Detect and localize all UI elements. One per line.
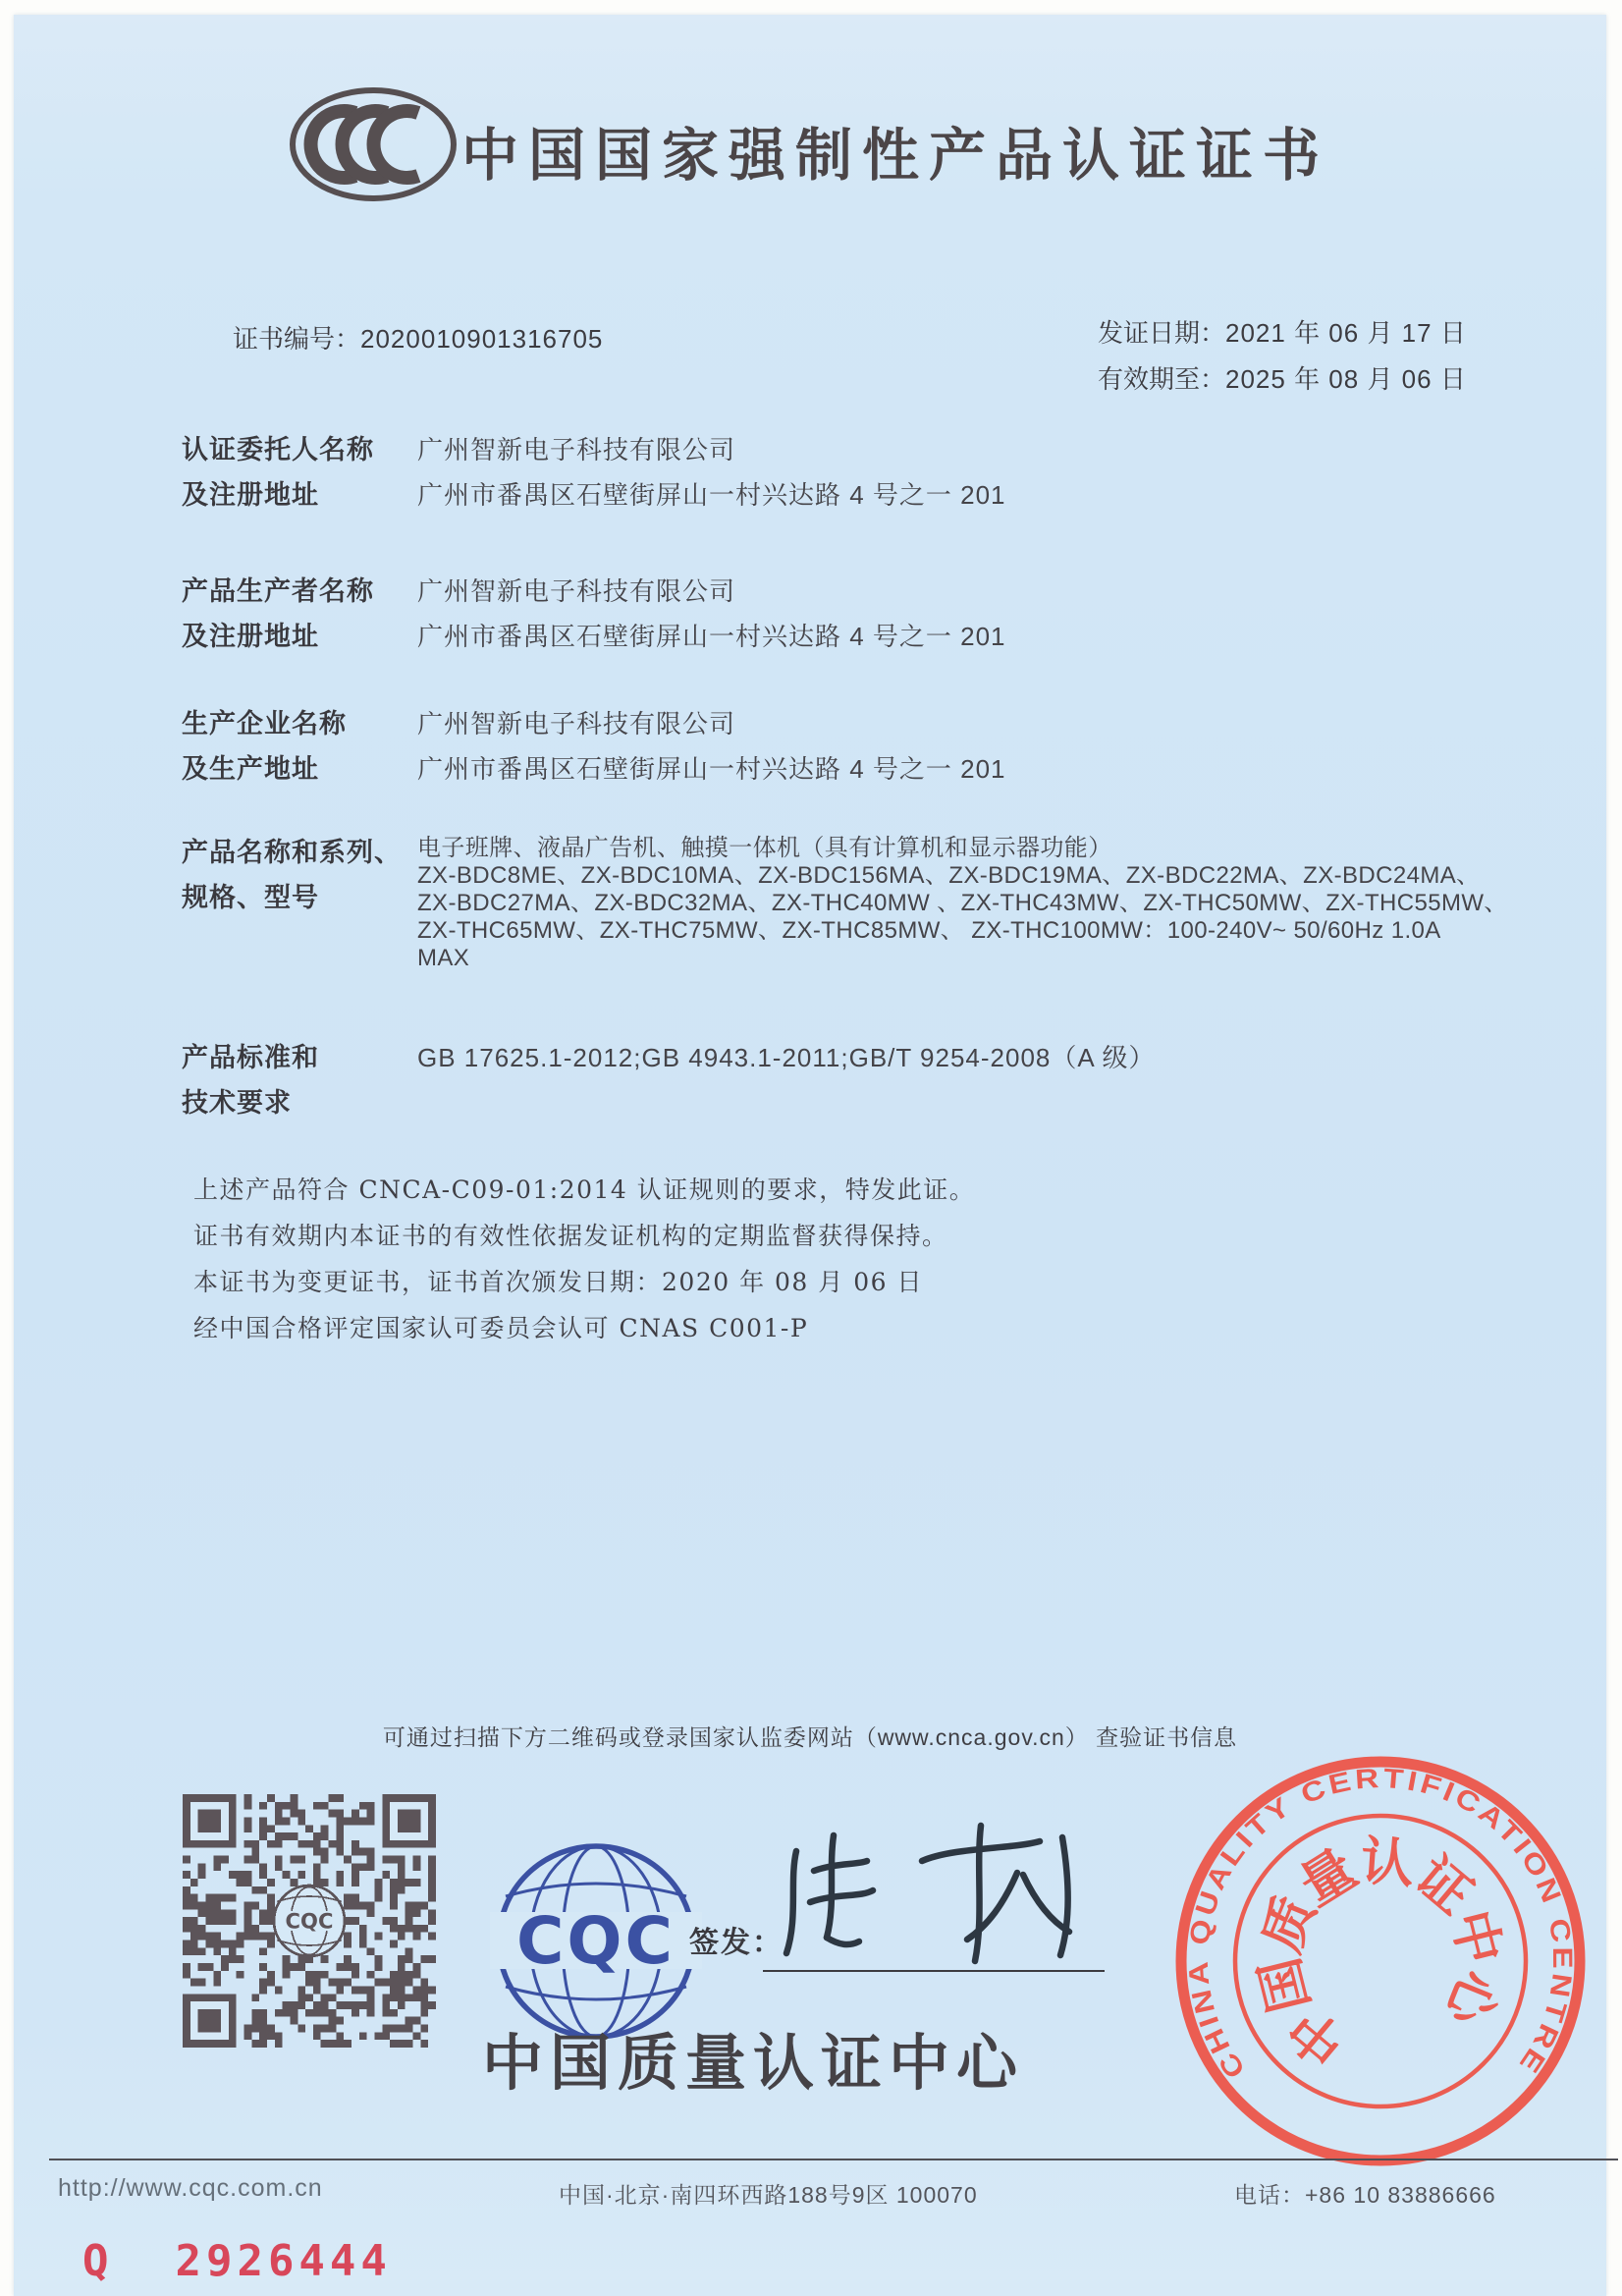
statement-line: 本证书为变更证书，证书首次颁发日期：2020 年 08 月 06 日 bbox=[193, 1268, 923, 1296]
official-stamp-icon bbox=[1174, 1755, 1587, 2167]
statement-line: 经中国合格评定国家认可委员会认可 CNAS C001-P bbox=[193, 1314, 809, 1342]
field-value: 广州市番禺区石壁街屏山一村兴达路 4 号之一 201 bbox=[417, 622, 1006, 651]
field-value: 广州智新电子科技有限公司 bbox=[417, 435, 736, 465]
cert-number-row bbox=[233, 319, 603, 355]
signature-line bbox=[763, 1970, 1105, 1972]
product-line: 电子班牌、液晶广告机、触摸一体机（具有计算机和显示器功能） bbox=[417, 835, 1112, 861]
product-line: ZX-THC65MW、ZX-THC75MW、ZX-THC85MW、 ZX-THC100MW：100-240V~ 50/60Hz 1.0A bbox=[417, 917, 1441, 944]
field-label: 产品生产者名称 bbox=[182, 576, 374, 606]
cqc-logo-text: CQC bbox=[516, 1903, 676, 1979]
stamp-ring-text: CHINA QUALITY CERTIFICATION CENTRE bbox=[1182, 1762, 1579, 2085]
ccc-logo-icon bbox=[285, 85, 461, 203]
product-line: ZX-BDC27MA、ZX-BDC32MA、ZX-THC40MW 、ZX-THC43MW、ZX-THC50MW、ZX-THC55MW、 bbox=[417, 890, 1508, 916]
qr-code bbox=[183, 1794, 436, 2048]
standards-block bbox=[182, 1035, 1458, 1125]
statements-block bbox=[193, 1167, 975, 1351]
field-label: 规格、型号 bbox=[182, 883, 319, 912]
field-label: 产品名称和系列、 bbox=[182, 838, 402, 867]
field-value: 广州智新电子科技有限公司 bbox=[417, 709, 736, 738]
field-label: 及生产地址 bbox=[182, 754, 319, 784]
statement-line: 证书有效期内本证书的有效性依据发证机构的定期监督获得保持。 bbox=[193, 1222, 948, 1250]
footer-url: http://www.cqc.com.cn bbox=[58, 2174, 323, 2202]
svg-text:CQC: CQC bbox=[285, 1908, 334, 1934]
statement-line: 上述产品符合 CNCA-C09-01:2014 认证规则的要求，特发此证。 bbox=[193, 1175, 976, 1204]
issuer-name: 中国质量认证中心 bbox=[482, 2030, 1025, 2098]
footer-phone: 电话：+86 10 83886666 bbox=[1234, 2182, 1496, 2208]
stamp-char: 证 bbox=[1403, 1843, 1486, 1927]
field-label: 生产企业名称 bbox=[182, 709, 347, 738]
stamp-char: 中 bbox=[1439, 1903, 1514, 1971]
stamp-inner-text bbox=[1247, 1829, 1513, 2078]
cert-number-value: 2020010901316705 bbox=[360, 324, 604, 354]
field-label: 产品标准和 bbox=[182, 1043, 319, 1072]
stamp-char: 国 bbox=[1247, 1951, 1322, 2019]
valid-until-row bbox=[1098, 359, 1467, 396]
serial-number: Q 2926444 bbox=[82, 2236, 392, 2286]
issue-date-row bbox=[1098, 313, 1467, 350]
certificate-sheet bbox=[14, 15, 1606, 2296]
stamp-char: 中 bbox=[1275, 1995, 1358, 2079]
footer-divider bbox=[49, 2159, 1618, 2160]
stamp-char: 心 bbox=[1433, 1961, 1512, 2035]
valid-until-value: 2025 年 08 月 06 日 bbox=[1225, 364, 1467, 394]
signature-image bbox=[775, 1820, 1108, 1967]
product-line: MAX bbox=[417, 945, 470, 971]
product-line: ZX-BDC8ME、ZX-BDC10MA、ZX-BDC156MA、ZX-BDC19MA、ZX-BDC22MA、ZX-BDC24MA、 bbox=[417, 862, 1481, 889]
stamp-char: 量 bbox=[1288, 1835, 1368, 1918]
field-value: 广州市番禺区石壁街屏山一村兴达路 4 号之一 201 bbox=[417, 480, 1006, 510]
qr-center-cqc-logo bbox=[274, 1886, 345, 1956]
issue-date-value: 2021 年 06 月 17 日 bbox=[1225, 318, 1467, 348]
field-label: 技术要求 bbox=[182, 1088, 292, 1118]
field-value: 广州智新电子科技有限公司 bbox=[417, 576, 736, 606]
verify-note: 可通过扫描下方二维码或登录国家认监委网站（www.cnca.gov.cn） 查验证书信息 bbox=[382, 1724, 1238, 1750]
footer-address: 中国·北京·南四环西路188号9区 100070 bbox=[559, 2182, 978, 2208]
stamp-char: 认 bbox=[1358, 1829, 1417, 1896]
standards-value: GB 17625.1-2012;GB 4943.1-2011;GB/T 9254-2008（A 级） bbox=[417, 1043, 1156, 1072]
applicant-block bbox=[182, 427, 1458, 518]
certificate-title: 中国国家强制性产品认证证书 bbox=[461, 124, 1330, 188]
field-label: 及注册地址 bbox=[182, 622, 319, 651]
field-value: 广州市番禺区石壁街屏山一村兴达路 4 号之一 201 bbox=[417, 754, 1006, 784]
sign-label: 签发： bbox=[689, 1927, 784, 1959]
cert-number-label: 证书编号： bbox=[233, 325, 361, 355]
issue-date-label: 发证日期： bbox=[1098, 319, 1226, 349]
valid-until-label: 有效期至： bbox=[1098, 365, 1226, 395]
field-label: 认证委托人名称 bbox=[182, 435, 374, 465]
product-lines bbox=[417, 835, 1508, 972]
field-label: 及注册地址 bbox=[182, 480, 319, 510]
factory-block bbox=[182, 701, 1458, 792]
producer-block bbox=[182, 569, 1458, 659]
stamp-char: 质 bbox=[1249, 1887, 1328, 1961]
